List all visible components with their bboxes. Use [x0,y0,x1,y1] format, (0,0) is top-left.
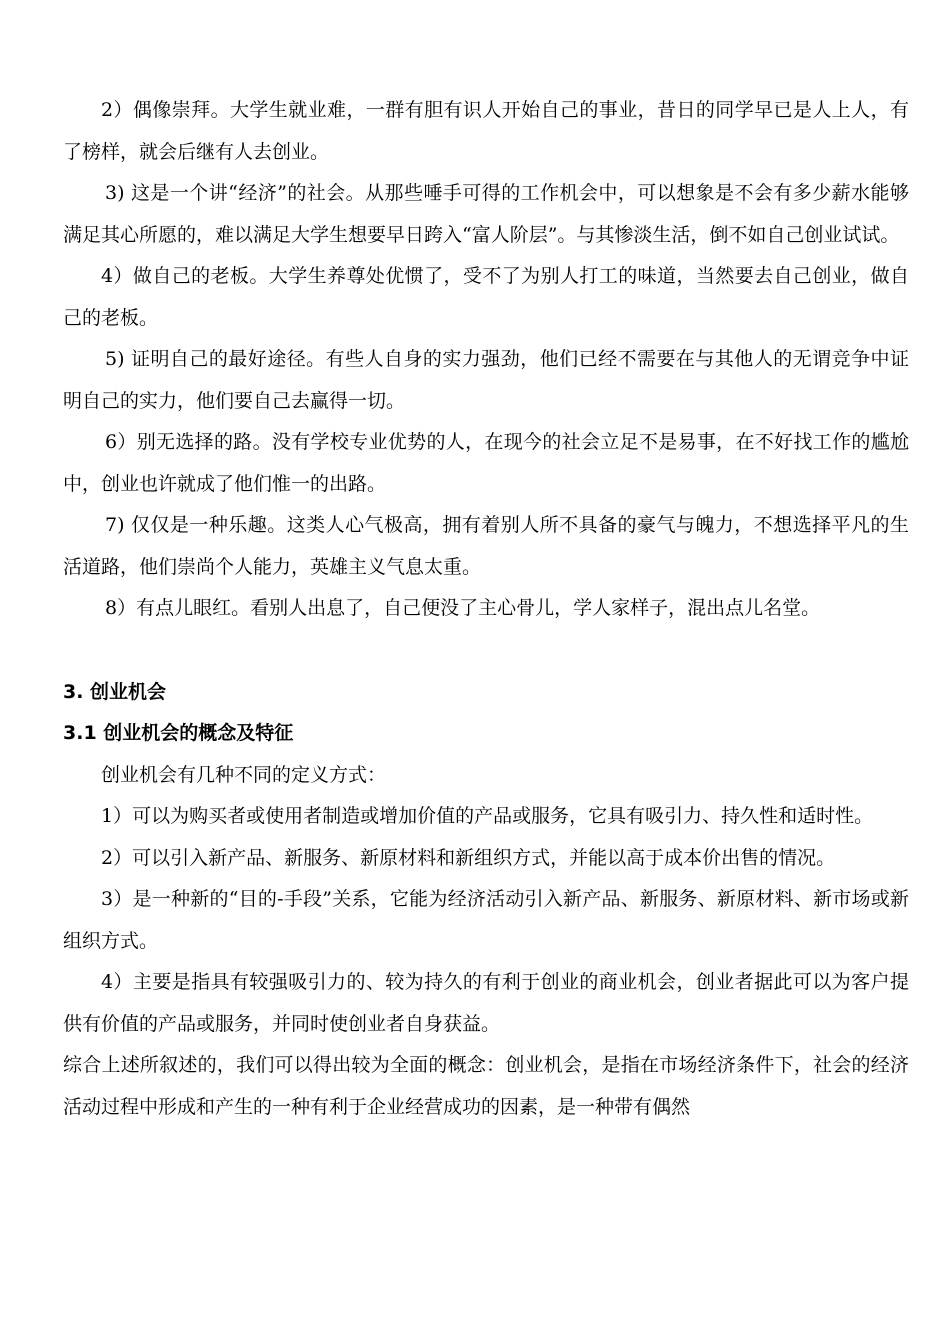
definition-item-2: 2）可以引入新产品、新服务、新原材料和新组织方式，并能以高于成本价出售的情况。 [101,846,836,869]
definition-item-4: 4）主要是指具有较强吸引力的、较为持久的有利于创业的商业机会，创业者据此可以为客户提供有价值的产品或服务，并同时使创业者自身获益。 [63,971,909,1035]
definition-item-1: 1）可以为购买者或使用者制造或增加价值的产品或服务，它具有吸引力、持久性和适时性。 [101,805,874,827]
reason-item-2: 2）偶像崇拜。大学生就业难，一群有胆有识人开始自己的事业，昔日的同学早已是人上人，有了榜样，就会后继有人去创业。 [63,99,909,163]
section-heading: 3. 创业机会 [63,680,167,703]
section-spacer [63,630,909,672]
reason-item-7: 7) 仅仅是一种乐趣。这类人心气极高，拥有着别人所不具备的豪气与魄力，不想选择平凡的生活道路，他们崇尚个人能力，英雄主义气息太重。 [63,514,909,578]
reason-item-5: 5) 证明自己的最好途径。有些人自身的实力强劲，他们已经不需要在与其他人的无谓竞争中证明自己的实力，他们要自己去赢得一切。 [63,348,909,412]
document-page [63,90,909,1128]
reason-item-4: 4）做自己的老板。大学生养尊处优惯了，受不了为别人打工的味道，当然要去自己创业，做自己的老板。 [63,265,909,329]
subsection-heading: 3.1 创业机会的概念及特征 [63,722,294,744]
summary-paragraph: 综合上述所叙述的，我们可以得出较为全面的概念：创业机会，是指在市场经济条件下，社会的经济活动过程中形成和产生的一种有利于企业经营成功的因素，是一种带有偶然 [63,1054,909,1118]
reason-item-8: 8）有点儿眼红。看别人出息了，自己便没了主心骨儿，学人家样子，混出点儿名堂。 [105,597,821,619]
reason-item-6: 6）别无选择的路。没有学校专业优势的人，在现今的社会立足不是易事，在不好找工作的尴尬中，创业也许就成了他们惟一的出路。 [63,431,909,495]
reason-item-3: 3) 这是一个讲“经济”的社会。从那些唾手可得的工作机会中，可以想象是不会有多少薪水能够满足其心所愿的，难以满足大学生想要早日跨入“富人阶层”。与其惨淡生活，倒不如自己创业试试。 [63,182,909,246]
definition-item-3: 3）是一种新的“目的-手段”关系，它能为经济活动引入新产品、新服务、新原材料、新市场或新组织方式。 [63,888,909,952]
definitions-intro: 创业机会有几种不同的定义方式： [101,763,387,786]
